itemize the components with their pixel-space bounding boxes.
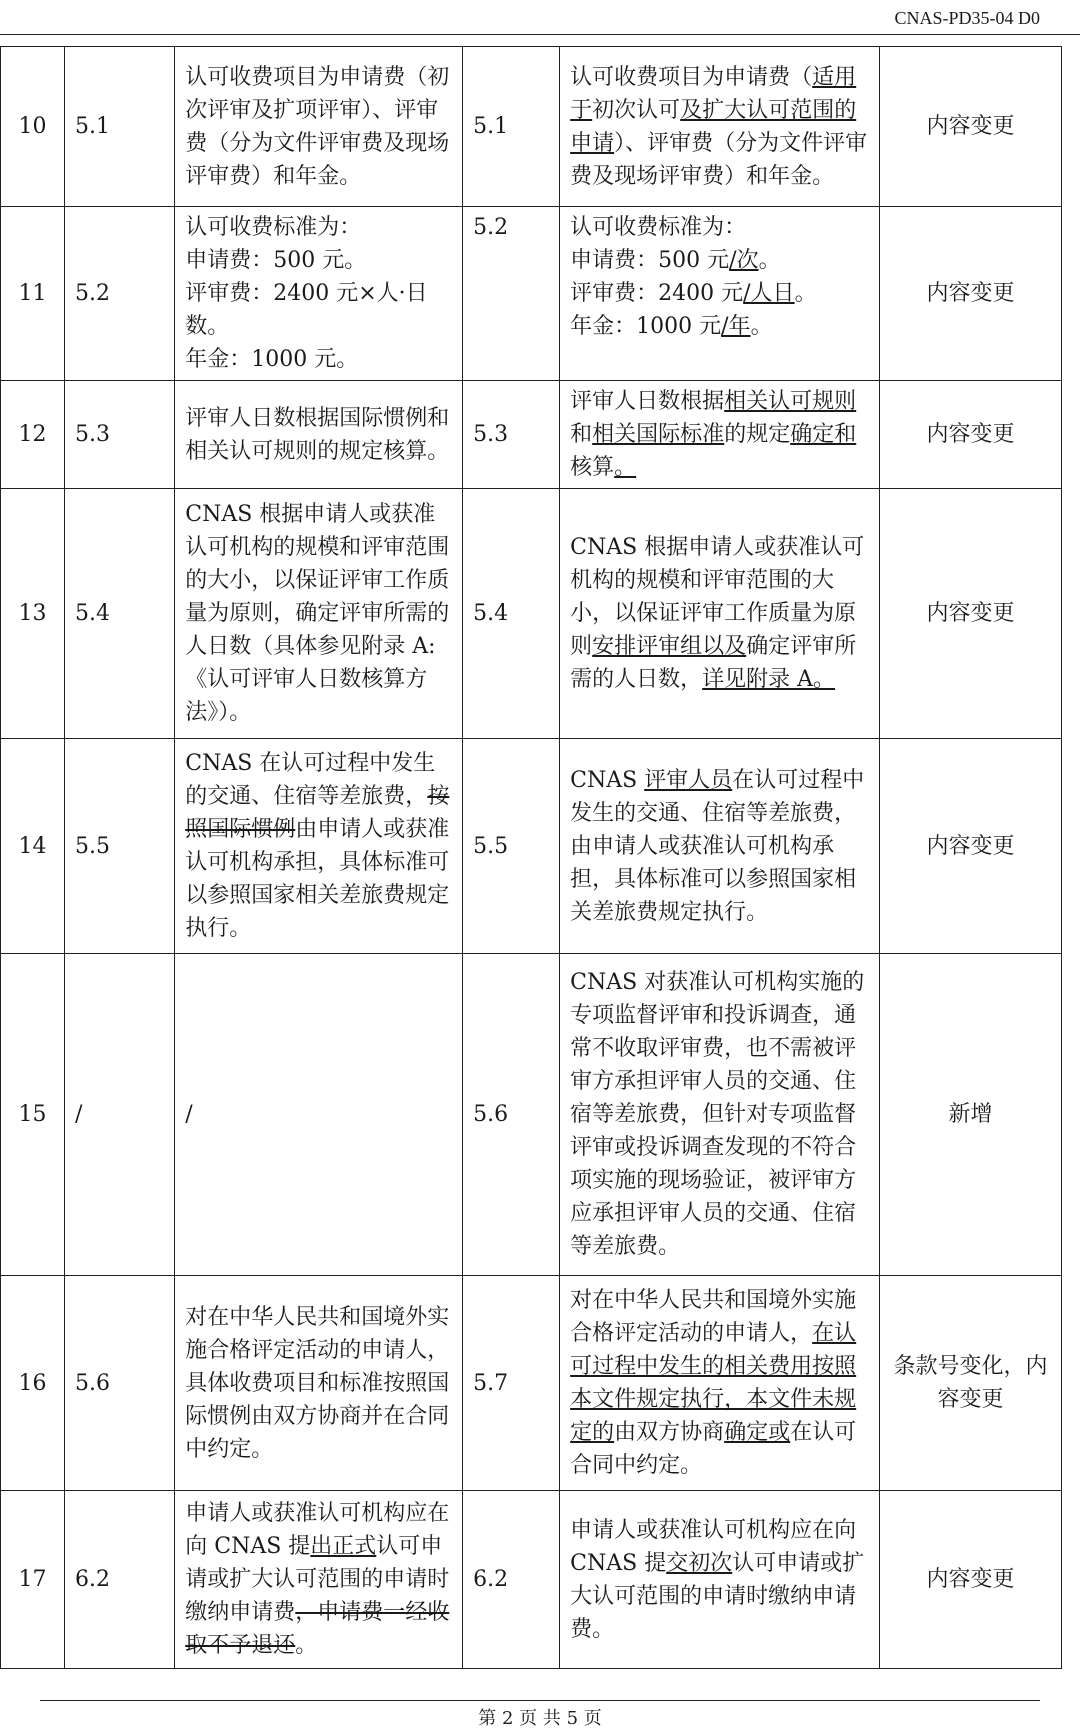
header-divider [0,34,1080,35]
deleted-text: 按照国际惯例 [185,784,450,842]
old-clause-number: 5.1 [64,47,174,207]
inserted-text: 及扩大认可范围的申请 [570,97,857,156]
change-note: 内容变更 [880,47,1062,207]
text-segment: 评审人日数根据国际惯例和相关认可规则的规定核算。 [185,405,450,464]
change-note: 内容变更 [880,1491,1062,1669]
inserted-text: /人日 [743,281,795,306]
text-segment: 。 [295,1633,318,1658]
inserted-text: 交初次 [666,1550,733,1576]
inserted-text: 适用于 [570,64,857,123]
table-row [1,954,1062,1276]
new-clause-number: 5.5 [463,739,560,954]
text-segment: 的规定 [724,422,791,447]
new-clause-text [560,1491,880,1669]
new-clause-number: 5.2 [463,207,560,381]
new-clause-number: 5.1 [463,47,560,207]
inserted-text: 相关认可规则 [724,389,857,414]
text-segment: 由申请人或获准认可机构承担，具体标准可以参照国家相关差旅费规定执行。 [185,817,450,941]
page-number: 第 2 页 共 5 页 [478,1708,602,1729]
new-clause-text [560,1276,880,1491]
new-clause-number: 6.2 [463,1491,560,1669]
new-clause-number: 5.6 [463,954,560,1276]
text-segment: 认可申请或扩大认可范围的申请时缴纳申请费。 [570,1550,865,1642]
change-note: 内容变更 [880,739,1062,954]
table-row [1,1491,1062,1669]
new-clause-text [560,489,880,739]
new-clause-number: 5.3 [463,381,560,489]
old-clause-text [175,47,463,207]
old-clause-text [175,1491,463,1669]
text-segment: 。 [750,314,773,339]
new-clause-number: 5.4 [463,489,560,739]
text-segment: 认可收费标准为： [570,215,747,240]
row-number: 17 [1,1491,65,1669]
table-row [1,47,1062,207]
text-segment: 和 [570,422,593,447]
text-segment: 在认可合同中约定。 [570,1420,857,1478]
new-clause-text [560,381,880,489]
row-number: 13 [1,489,65,739]
old-clause-text [175,207,463,381]
old-clause-text [175,739,463,954]
old-clause-text [175,489,463,739]
change-note: 新增 [880,954,1062,1276]
deleted-text: ，申请费一经收取不予退还 [185,1600,450,1658]
text-segment: 评审费：2400 元 [570,281,744,306]
text-segment: 对在中华人民共和国境外实施合格评定活动的申请人， [570,1288,857,1346]
text-segment: 年金：1000 元 [570,314,722,339]
text-segment: 由双方协商 [614,1420,725,1445]
old-clause-number: 5.4 [64,489,174,739]
inserted-text: 确定或 [724,1420,791,1445]
old-clause-number: 5.5 [64,739,174,954]
row-number: 11 [1,207,65,381]
old-clause-text [175,954,463,1276]
text-segment: CNAS 根据申请人或获准认可机构的规模和评审范围的大小，以保证评审工作质量为原则，确定评审所需的人日数（具体参见附录 A:《认可评审人日数核算方法》）。 [185,502,450,725]
inserted-text: 出正式 [310,1534,377,1559]
text-segment: / [185,1102,193,1127]
inserted-text: 详见附录 A。 [702,667,836,692]
text-line: 评审费：2400 元×人·日数。 [185,281,428,339]
text-segment: CNAS 在认可过程中发生的交通、住宿等差旅费， [185,751,436,809]
document-code: CNAS-PD35-04 D0 [894,8,1040,28]
text-line: 认可收费标准为： [185,215,362,240]
text-segment: CNAS 根据申请人或获准认可机构的规模和评审范围的大小，以保证评审工作质量为原则 [570,535,865,659]
new-clause-text [560,954,880,1276]
text-segment: 申请人或获准认可机构应在向 CNAS 提 [185,1501,450,1559]
text-segment: 认可申请或扩大认可范围的申请时缴纳申请费 [185,1534,450,1625]
table-row [1,1276,1062,1491]
inserted-text: /年 [721,314,751,339]
text-segment: 认可收费项目为申请费（初次评审及扩项评审）、评审费（分为文件评审费及现场评审费）和年金。 [185,64,450,189]
inserted-text: 。 [614,455,637,480]
footer-divider [40,1700,1040,1701]
old-clause-number: 5.3 [64,381,174,489]
clause-comparison-table [0,46,1062,1669]
inserted-text: 相关国际标准 [592,422,725,447]
text-line: 年金：1000 元。 [185,347,359,372]
change-note: 内容变更 [880,207,1062,381]
row-number: 12 [1,381,65,489]
text-segment: 评审人日数根据 [570,389,725,414]
table-row [1,207,1062,381]
row-number: 16 [1,1276,65,1491]
text-segment: 申请费：500 元 [570,248,730,273]
text-segment: 。 [794,281,817,306]
text-segment: 确定评审所需的人日数， [570,634,857,692]
text-segment: CNAS [570,767,645,793]
table-row [1,381,1062,489]
new-clause-text [560,207,880,381]
text-segment: ）、评审费（分为文件评审费及现场评审费）和年金。 [570,130,868,189]
inserted-text: 安排评审组以及 [592,634,747,659]
inserted-text: 在认可过程中发生的相关费用按照本文件规定执行，本文件未规定的 [570,1321,857,1445]
row-number: 10 [1,47,65,207]
inserted-text: 确定和 [790,422,857,447]
change-note: 内容变更 [880,489,1062,739]
new-clause-text [560,739,880,954]
change-note: 内容变更 [880,381,1062,489]
text-segment: 认可收费项目为申请费（ [570,64,813,90]
text-segment: 在认可过程中发生的交通、住宿等差旅费，由申请人或获准认可机构承担，具体标准可以参照国家相关差旅费规定执行。 [570,767,865,925]
text-segment: 初次认可 [592,97,681,123]
table-row [1,739,1062,954]
row-number: 15 [1,954,65,1276]
old-clause-text [175,1276,463,1491]
text-line: 申请费：500 元。 [185,248,367,273]
old-clause-number: / [64,954,174,1276]
new-clause-text [560,47,880,207]
text-segment: 对在中华人民共和国境外实施合格评定活动的申请人，具体收费项目和标准按照国际惯例由双方协商并在合同中约定。 [185,1304,450,1462]
text-segment: 核算 [570,455,615,480]
inserted-text: /次 [729,248,759,273]
old-clause-number: 6.2 [64,1491,174,1669]
inserted-text: 评审人员 [644,767,733,793]
old-clause-number: 5.6 [64,1276,174,1491]
text-segment: CNAS 对获准认可机构实施的专项监督评审和投诉调查，通常不收取评审费，也不需被评审方承担评审人员的交通、住宿等差旅费，但针对专项监督评审或投诉调查发现的不符合项实施的现场验证，被评审方应承担评审人员的交通、住宿等差旅费。 [570,970,865,1259]
text-segment: 申请人或获准认可机构应在向 CNAS 提 [570,1517,857,1576]
text-segment: 。 [758,248,781,273]
old-clause-number: 5.2 [64,207,174,381]
old-clause-text [175,381,463,489]
new-clause-number: 5.7 [463,1276,560,1491]
row-number: 14 [1,739,65,954]
table-row [1,489,1062,739]
change-note: 条款号变化，内容变更 [880,1276,1062,1491]
